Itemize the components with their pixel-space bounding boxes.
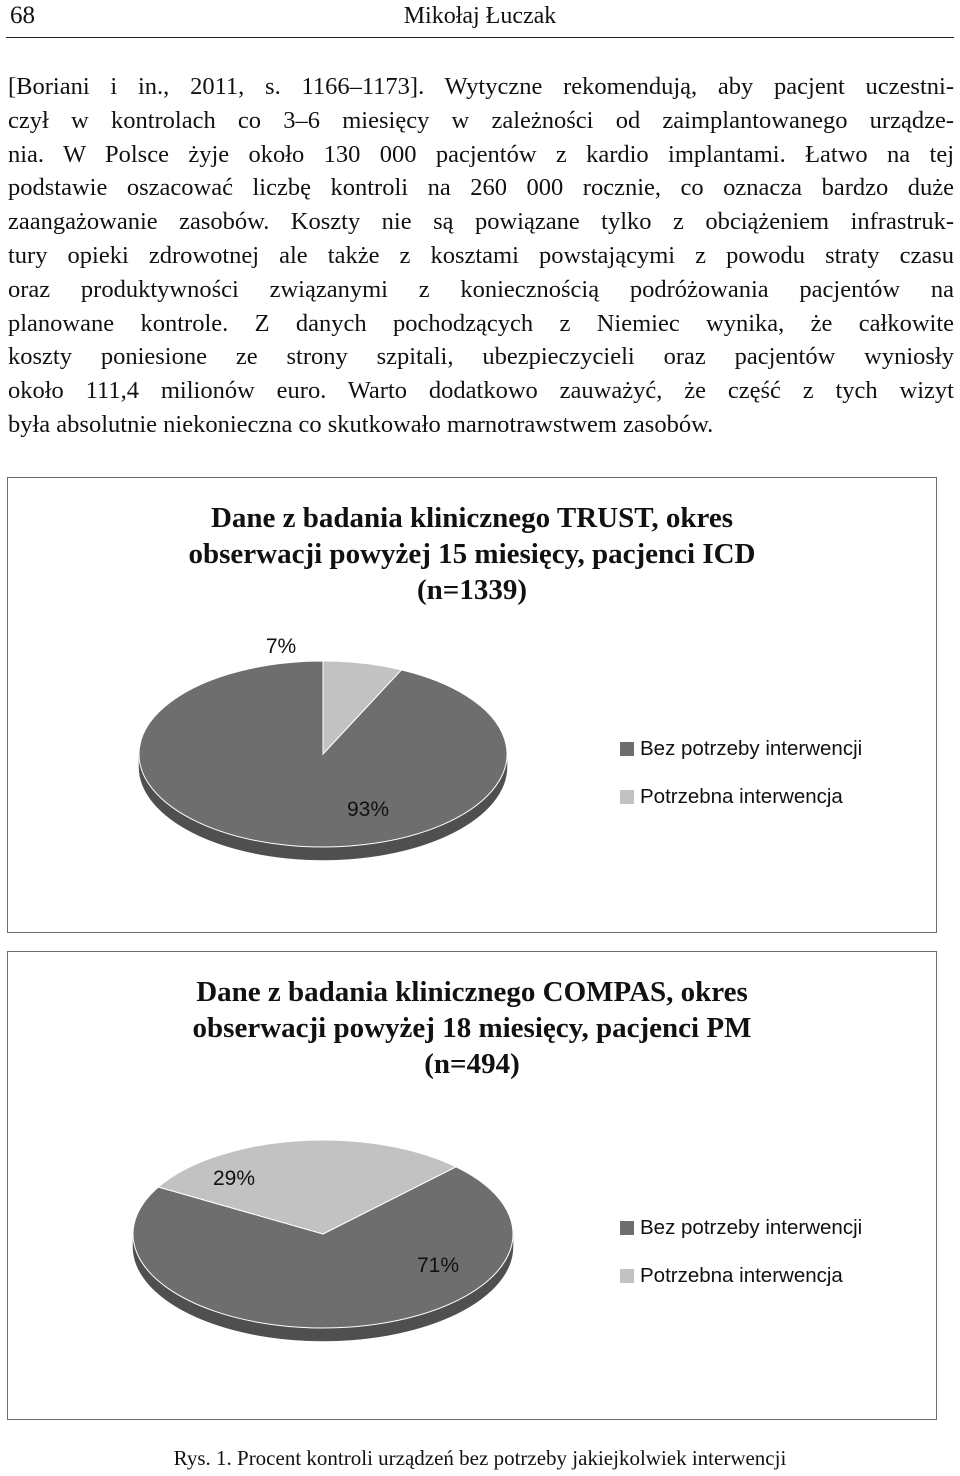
- text-line: tury opieki zdrowotnej ale także z kosztami powstającymi z powodu straty czasu: [8, 241, 954, 269]
- text-line: była absolutnie niekonieczna co skutkowało marnotrawstwem zasobów.: [8, 410, 714, 438]
- pie-data-label: 71%: [416, 1254, 460, 1277]
- legend-swatch: [620, 790, 634, 804]
- text-line: około 111,4 milionów euro. Warto dodatkowo zauważyć, że część z tych wizyt: [8, 377, 954, 405]
- legend-swatch: [620, 742, 634, 756]
- pie-data-label: 93%: [346, 798, 390, 821]
- legend-label: Potrzebna interwencja: [640, 1264, 843, 1287]
- legend-swatch: [620, 1221, 634, 1235]
- pie-chart-compas: [8, 952, 935, 1418]
- legend-item-potrzebna: [620, 1252, 862, 1300]
- legend-item-potrzebna: [620, 773, 862, 821]
- body-paragraph: [8, 70, 954, 442]
- text-line: podstawie oszacować liczbę kontroli na 260 000 rocznie, co oznacza bardzo duże: [8, 174, 954, 202]
- chart-legend: [620, 1204, 862, 1300]
- legend-label: Potrzebna interwencja: [640, 785, 843, 808]
- running-head-author: Mikołaj Łuczak: [403, 3, 557, 29]
- text-line: [Boriani i in., 2011, s. 1166–1173]. Wytyczne rekomendują, aby pacjent uczestni-: [8, 73, 954, 100]
- page-number: 68: [10, 2, 35, 29]
- pie-data-label: 7%: [265, 635, 297, 658]
- legend-label: Bez potrzeby interwencji: [640, 737, 863, 760]
- text-line: zaangażowanie zasobów. Koszty nie są powiązane tylko z obciążeniem infrastruk-: [8, 208, 954, 236]
- text-line: koszty poniesione ze strony szpitali, ubezpieczycieli oraz pacjentów wyniosły: [8, 343, 954, 371]
- text-line: nia. W Polsce żyje około 130 000 pacjentów z kardio implantami. Łatwo na tej: [8, 140, 954, 168]
- chart-title-line: Dane z badania klinicznego COMPAS, okres: [196, 976, 748, 1008]
- chart-title-line: obserwacji powyżej 18 miesięcy, pacjenci PM: [192, 1012, 752, 1044]
- legend-item-bez-potrzeby: [620, 1204, 862, 1252]
- chart-panel-compas: [7, 951, 937, 1420]
- pie-chart-trust: [8, 478, 935, 931]
- chart-legend: [620, 725, 862, 821]
- text-line: oraz produktywności związanymi z koniecznością podróżowania pacjentów na: [8, 275, 954, 303]
- text-line: czył w kontrolach co 3–6 miesięcy w zależności od zaimplantowanego urządze-: [8, 106, 954, 134]
- figure-caption: Rys. 1. Procent kontroli urządzeń bez potrzeby jakiejkolwiek interwencji: [173, 1446, 787, 1470]
- chart-panel-trust: [7, 477, 937, 933]
- legend-swatch: [620, 1269, 634, 1283]
- chart-title-line: (n=494): [424, 1048, 520, 1080]
- text-line: planowane kontrole. Z danych pochodzących z Niemiec wynika, że całkowite: [8, 309, 954, 337]
- chart-title-line: Dane z badania klinicznego TRUST, okres: [210, 502, 734, 534]
- legend-label: Bez potrzeby interwencji: [640, 1216, 863, 1239]
- legend-item-bez-potrzeby: [620, 725, 862, 773]
- chart-title-line: (n=1339): [417, 574, 527, 606]
- page-header: [6, 0, 954, 38]
- chart-title-line: obserwacji powyżej 15 miesięcy, pacjenci ICD: [188, 538, 756, 570]
- pie-data-label: 29%: [212, 1167, 256, 1190]
